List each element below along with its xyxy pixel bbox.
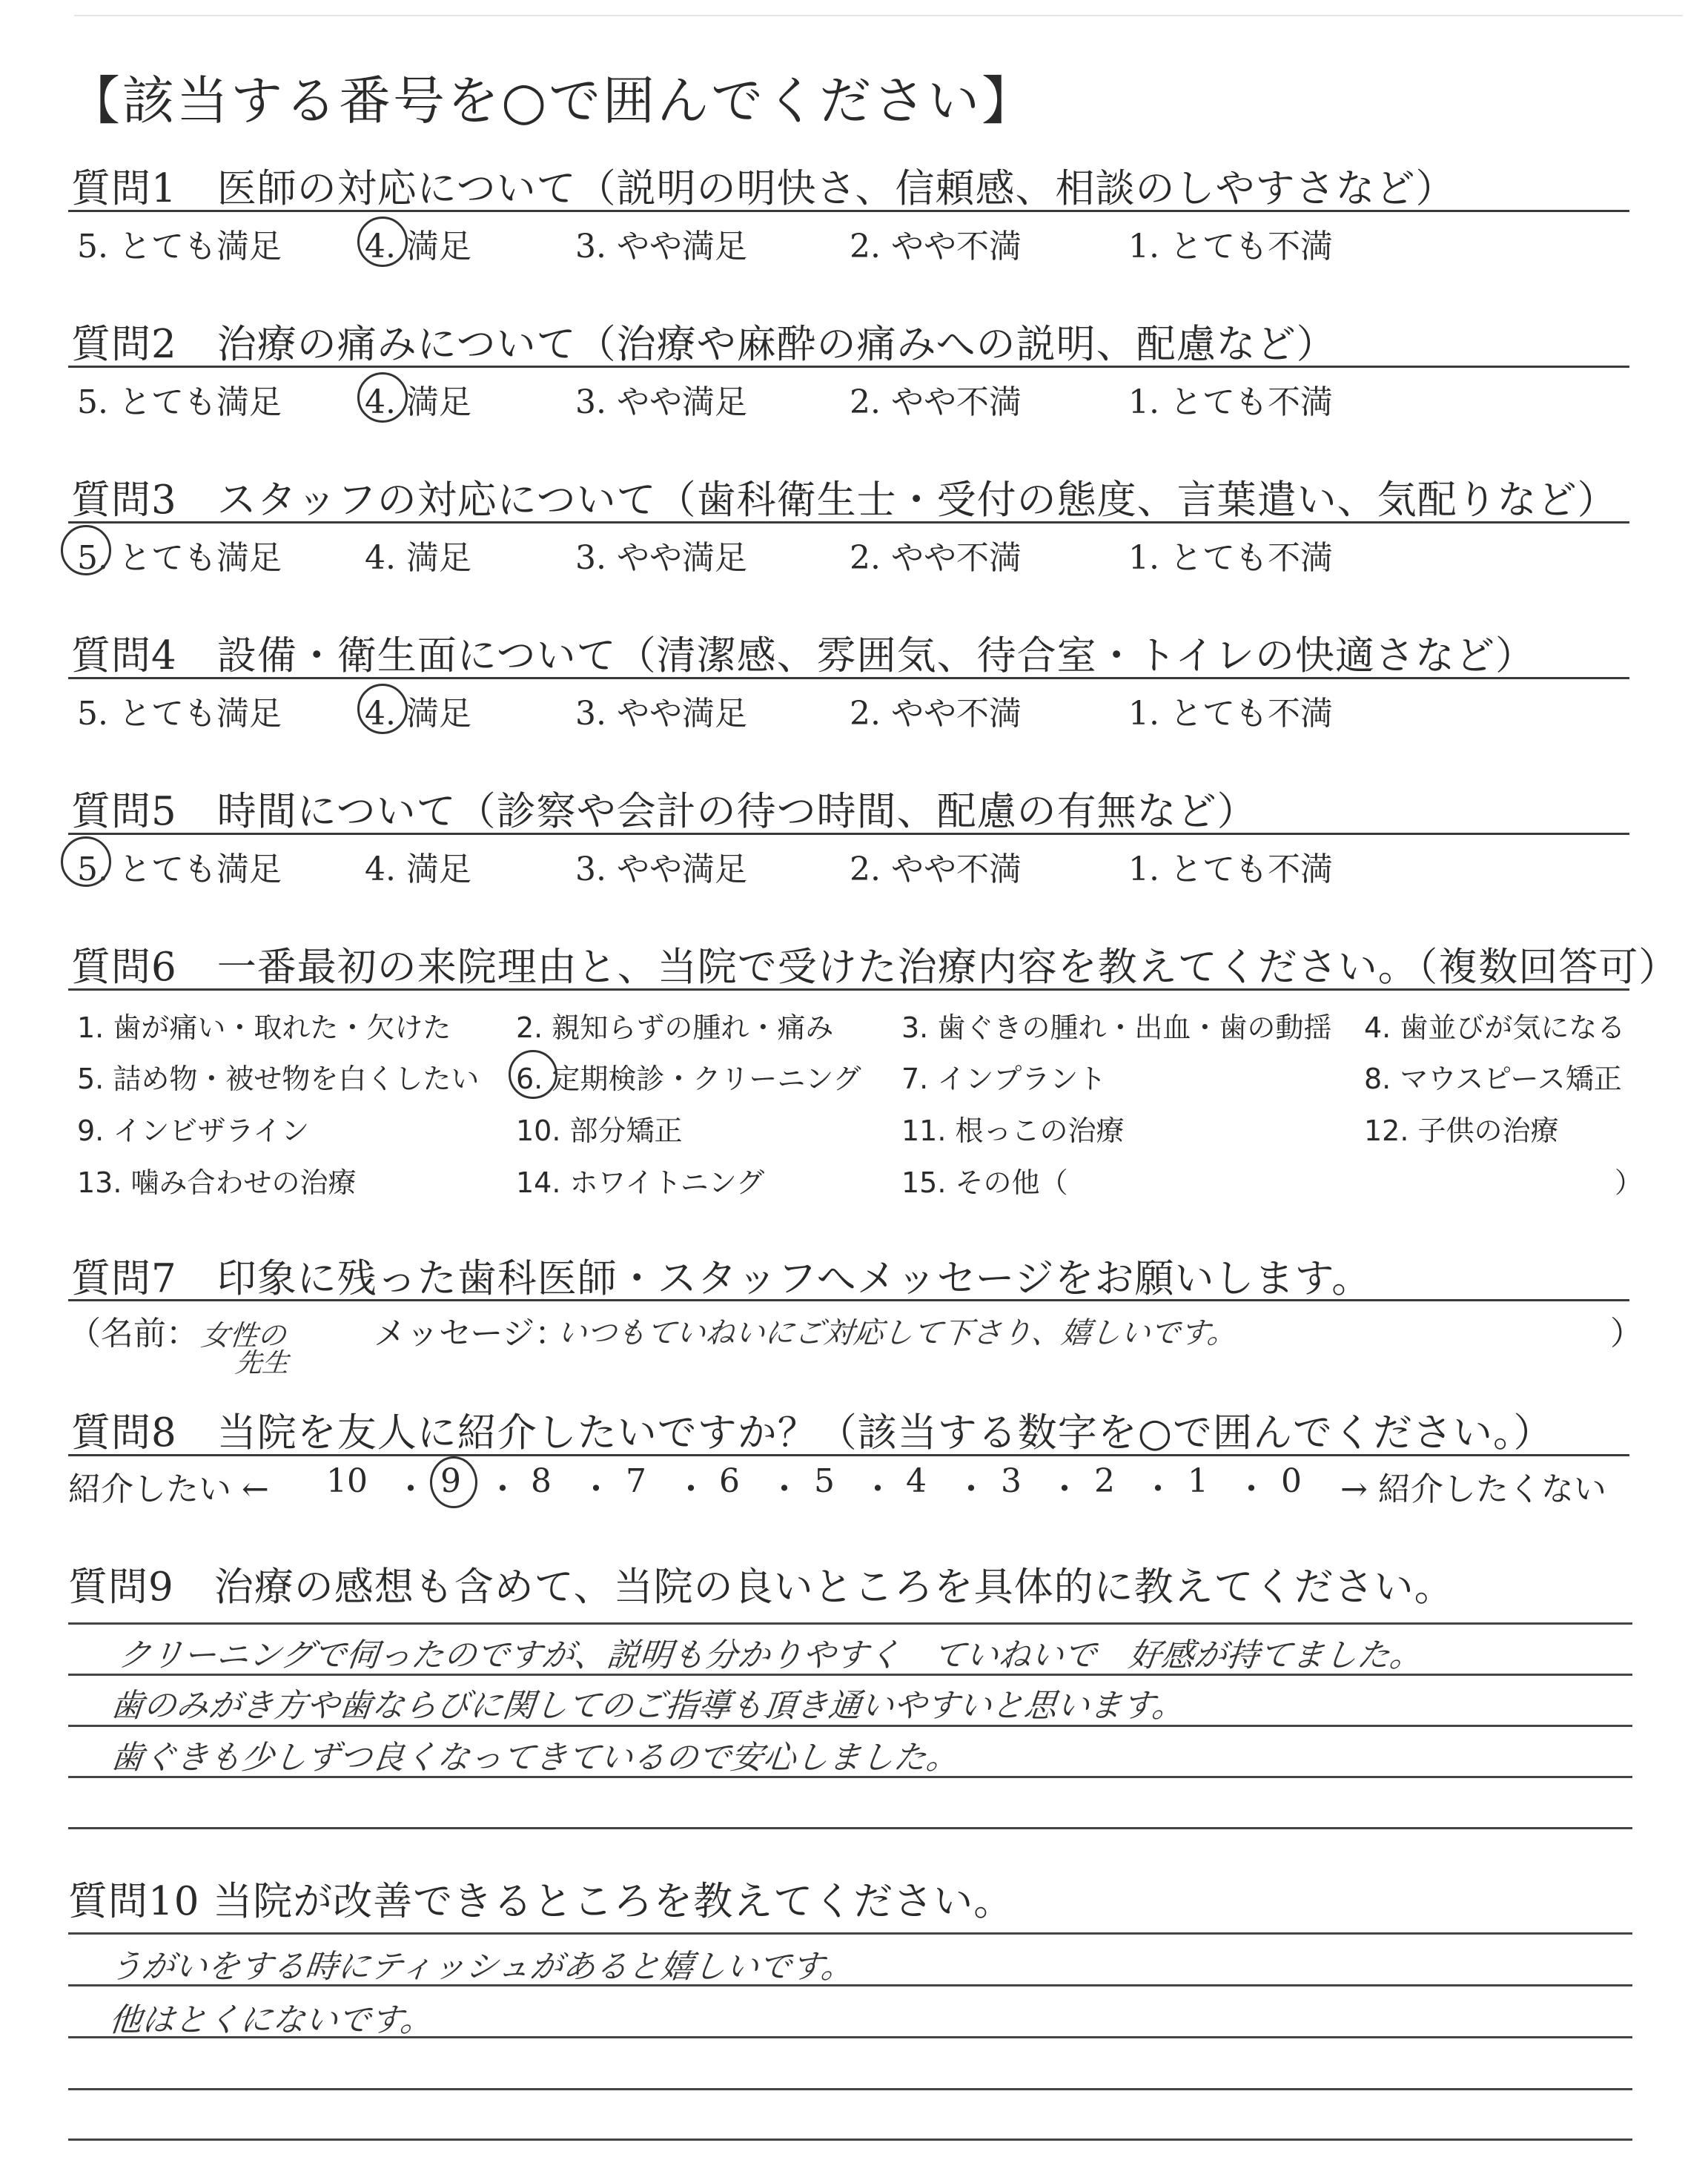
q6-option-11[interactable]: 11. 根っこの治療 (901, 1114, 1125, 1147)
q6-option-7[interactable]: 7. インプラント (901, 1063, 1107, 1095)
q10-answer-line-2: 他はとくにないです。 (107, 2001, 435, 2039)
q6-option-15-close: ） (1615, 1166, 1644, 1199)
q2-selection-circle (357, 372, 408, 423)
question-2-rule (68, 366, 1629, 368)
q4-option-1[interactable]: 1. とても不満 (1128, 695, 1333, 733)
q9-write-line (68, 1622, 1632, 1625)
q5-option-4[interactable]: 4. 満足 (365, 851, 471, 888)
q8-number-1[interactable]: 1 (1188, 1462, 1208, 1500)
question-3-rule (68, 521, 1629, 524)
q8-number-6[interactable]: 6 (719, 1462, 740, 1500)
q8-number-0[interactable]: 0 (1281, 1462, 1302, 1500)
top-divider (74, 15, 1683, 16)
q6-option-15[interactable]: 15. その他（ (901, 1166, 1068, 1199)
q4-selection-circle (357, 684, 408, 734)
question-1-rule (68, 210, 1629, 212)
q8-number-4[interactable]: 4 (906, 1462, 927, 1500)
q8-dot: ・ (394, 1470, 427, 1508)
q3-option-1[interactable]: 1. とても不満 (1128, 539, 1333, 577)
q8-selection-circle (430, 1456, 477, 1508)
q2-option-5[interactable]: 5. とても満足 (77, 383, 282, 421)
q4-option-5[interactable]: 5. とても満足 (77, 695, 282, 733)
q5-option-1[interactable]: 1. とても不満 (1128, 851, 1333, 888)
q8-dot: ・ (861, 1470, 894, 1508)
question-6-rule (68, 988, 1629, 991)
q3-option-5[interactable]: 5. とても満足 (77, 539, 282, 577)
q3-option-4[interactable]: 4. 満足 (365, 539, 471, 577)
q8-dot: ・ (486, 1470, 519, 1508)
question-7-title: 質問7 印象に残った歯科医師・スタッフへメッセージをお願いします。 (71, 1256, 1372, 1301)
q2-option-1[interactable]: 1. とても不満 (1128, 383, 1333, 421)
q9-answer-line-2: 歯のみがき方や歯ならびに関してのご指導も頂き通いやすいと思います。 (108, 1687, 1187, 1725)
q8-number-7[interactable]: 7 (626, 1462, 646, 1500)
question-3-title: 質問3 スタッフの対応について（歯科衛生士・受付の態度、言葉遣い、気配りなど） (71, 478, 1618, 523)
q9-write-line (68, 1827, 1632, 1829)
page-title: 【該当する番号を○で囲んでください】 (68, 70, 1036, 131)
q1-option-1[interactable]: 1. とても不満 (1128, 228, 1333, 265)
q7-name-value-line1: 女性の (199, 1319, 288, 1352)
question-4-title: 質問4 設備・衛生面について（清潔感、雰囲気、待合室・トイレの快適さなど） (71, 633, 1536, 678)
q8-left-label: 紹介したい ← (68, 1470, 269, 1508)
q5-option-2[interactable]: 2. やや不満 (850, 851, 1022, 888)
q1-selection-circle (357, 217, 408, 267)
q7-message-label: メッセージ： (374, 1315, 568, 1353)
q10-write-line (68, 2138, 1632, 2141)
q6-option-13[interactable]: 13. 噛み合わせの治療 (77, 1166, 357, 1199)
q6-option-12[interactable]: 12. 子供の治療 (1364, 1114, 1559, 1147)
q9-answer-line-3: 歯ぐきも少しずつ良くなってきているので安心しました。 (108, 1739, 961, 1777)
q1-option-4[interactable]: 4. 満足 (365, 228, 471, 265)
q6-option-3[interactable]: 3. 歯ぐきの腫れ・出血・歯の動揺 (901, 1011, 1332, 1044)
q4-option-4[interactable]: 4. 満足 (365, 695, 471, 733)
q8-number-8[interactable]: 8 (531, 1462, 552, 1500)
q10-write-line (68, 2088, 1632, 2090)
question-10-title: 質問10 当院が改善できるところを教えてください。 (68, 1879, 1014, 1924)
q7-close-paren: ） (1610, 1315, 1643, 1353)
q7-message-value: いつもていねいにご対応して下さり、嬉しいです。 (555, 1316, 1239, 1350)
q6-option-14[interactable]: 14. ホワイトニング (516, 1166, 765, 1199)
q4-option-2[interactable]: 2. やや不満 (850, 695, 1022, 733)
q2-option-4[interactable]: 4. 満足 (365, 383, 471, 421)
q6-option-2[interactable]: 2. 親知らずの腫れ・痛み (516, 1011, 834, 1044)
question-5-title: 質問5 時間について（診察や会計の待つ時間、配慮の有無など） (71, 789, 1257, 834)
q1-option-2[interactable]: 2. やや不満 (850, 228, 1022, 265)
q8-dot: ・ (580, 1470, 612, 1508)
q9-answer-line-1: クリーニングで伺ったのですが、説明も分かりやすく ていねいで 好感が持てました。 (116, 1636, 1425, 1674)
question-9-title: 質問9 治療の感想も含めて、当院の良いところを具体的に教えてください。 (68, 1565, 1454, 1610)
q8-number-10[interactable]: 10 (326, 1462, 368, 1500)
q6-option-4[interactable]: 4. 歯並びが気になる (1364, 1011, 1626, 1044)
q3-selection-circle (61, 525, 111, 575)
q6-option-6[interactable]: 6. 定期検診・クリーニング (516, 1063, 861, 1095)
q8-dot: ・ (1142, 1470, 1174, 1508)
q6-option-1[interactable]: 1. 歯が痛い・取れた・欠けた (77, 1011, 451, 1044)
q5-option-5[interactable]: 5. とても満足 (77, 851, 282, 888)
q1-option-5[interactable]: 5. とても満足 (77, 228, 282, 265)
q5-option-3[interactable]: 3. やや満足 (575, 851, 747, 888)
q8-right-label: → 紹介したくない (1340, 1470, 1606, 1508)
question-5-rule (68, 833, 1629, 835)
q3-option-3[interactable]: 3. やや満足 (575, 539, 747, 577)
question-2-title: 質問2 治療の痛みについて（治療や麻酔の痛みへの説明、配慮など） (71, 322, 1337, 367)
q8-number-3[interactable]: 3 (1001, 1462, 1022, 1500)
q8-number-9[interactable]: 9 (440, 1462, 461, 1500)
q10-write-line (68, 1932, 1632, 1935)
q6-option-10[interactable]: 10. 部分矯正 (516, 1114, 683, 1147)
q8-dot: ・ (675, 1470, 707, 1508)
question-1-title: 質問1 医師の対応について（説明の明快さ、信頼感、相談のしやすさなど） (71, 166, 1456, 211)
q6-option-5[interactable]: 5. 詰め物・被せ物を白くしたい (77, 1063, 480, 1095)
q1-option-3[interactable]: 3. やや満足 (575, 228, 747, 265)
q6-option-8[interactable]: 8. マウスピース矯正 (1364, 1063, 1622, 1095)
q7-name-value-line2: 先生 (234, 1348, 291, 1378)
question-7-rule (68, 1299, 1629, 1301)
q8-number-2[interactable]: 2 (1094, 1462, 1115, 1500)
q3-option-2[interactable]: 2. やや不満 (850, 539, 1022, 577)
question-8-rule (68, 1454, 1629, 1456)
q8-dot: ・ (1048, 1470, 1081, 1508)
q5-selection-circle (61, 836, 111, 887)
question-8-title: 質問8 当院を友人に紹介したいですか？（該当する数字を○で囲んでください。） (71, 1410, 1554, 1456)
question-4-rule (68, 677, 1629, 679)
q8-dot: ・ (1235, 1470, 1268, 1508)
q8-dot: ・ (768, 1470, 801, 1508)
q4-option-3[interactable]: 3. やや満足 (575, 695, 747, 733)
q8-dot: ・ (955, 1470, 987, 1508)
q2-option-2[interactable]: 2. やや不満 (850, 383, 1022, 421)
q2-option-3[interactable]: 3. やや満足 (575, 383, 747, 421)
q10-answer-line-1: うがいをする時にティッシュがあると嬉しいです。 (107, 1948, 856, 1986)
q7-name-label: （名前： (68, 1315, 199, 1353)
question-6-title: 質問6 一番最初の来院理由と、当院で受けた治療内容を教えてください。（複数回答可） (71, 945, 1679, 990)
q6-option-9[interactable]: 9. インビザライン (77, 1114, 310, 1147)
q8-number-5[interactable]: 5 (814, 1462, 835, 1500)
q6-selection-circle (509, 1050, 557, 1099)
